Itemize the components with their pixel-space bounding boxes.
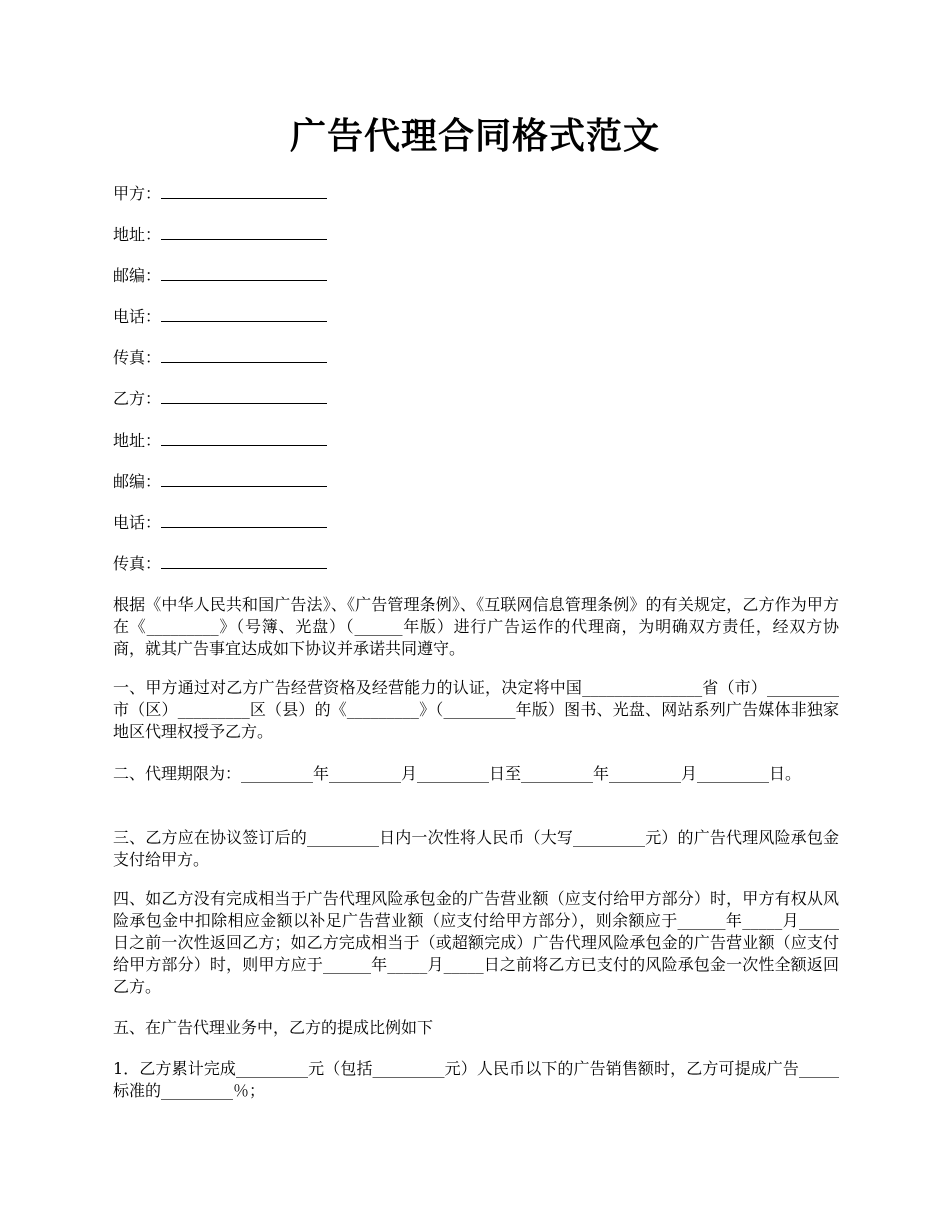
party-b-address-field	[113, 428, 327, 452]
field-label: 邮编：	[113, 266, 162, 285]
field-label: 电话：	[113, 513, 162, 532]
party-a-name-field	[113, 181, 327, 205]
clause-5-item-1-paragraph: 1．乙方累计完成_________元（包括_________元）人民币以下的广告销售额时，乙方可提成广告_____标准的_________％；	[113, 1059, 839, 1100]
party-a-phone-field	[113, 304, 327, 328]
page-title: 广告代理合同格式范文	[289, 115, 660, 157]
field-label: 电话：	[113, 307, 162, 326]
party-b-phone-field	[113, 510, 327, 534]
party-b-postcode-field	[113, 469, 327, 493]
field-label: 地址：	[113, 431, 162, 450]
blank-line	[161, 551, 327, 569]
blank-line	[161, 510, 327, 528]
blank-line	[161, 345, 327, 363]
intro-paragraph: 根据《中华人民共和国广告法》、《广告管理条例》、《互联网信息管理条例》的有关规定，乙方作为甲方在《_________》（号簿、光盘）（______年版）进行广告运作的代理商，为明确双方责任，经双方协商，就其广告事宜达成如下协议并承诺共同遵守。	[113, 595, 839, 658]
party-b-fax-field	[113, 551, 327, 575]
blank-line	[161, 222, 327, 240]
field-label: 乙方：	[113, 389, 162, 408]
party-a-fax-field	[113, 345, 327, 369]
clause-1-paragraph: 一、甲方通过对乙方广告经营资格及经营能力的认证，决定将中国_______________省（市）_________市（区）_________区（县）的《_________》（_________年版）图书、光盘、网站系列广告媒体非独家地区代理权授予乙方。	[113, 678, 839, 741]
field-label: 传真：	[113, 554, 162, 573]
party-a-address-field	[113, 222, 327, 246]
blank-line	[161, 469, 327, 487]
clause-5-paragraph: 五、在广告代理业务中，乙方的提成比例如下	[113, 1018, 434, 1037]
field-label: 传真：	[113, 348, 162, 367]
blank-line	[161, 181, 327, 199]
blank-line	[161, 263, 327, 281]
blank-line	[161, 386, 327, 404]
field-label: 地址：	[113, 225, 162, 244]
party-a-postcode-field	[113, 263, 327, 287]
field-label: 邮编：	[113, 472, 162, 491]
blank-line	[161, 428, 327, 446]
field-label: 甲方：	[113, 184, 162, 203]
party-b-name-field	[113, 386, 327, 410]
clause-3-paragraph: 三、乙方应在协议签订后的_________日内一次性将人民币（大写_________元）的广告代理风险承包金支付给甲方。	[113, 828, 839, 869]
clause-2-paragraph: 二、代理期限为：_________年_________月_________日至_________年_________月_________日。	[113, 764, 802, 783]
clause-4-paragraph: 四、如乙方没有完成相当于广告代理风险承包金的广告营业额（应支付给甲方部分）时，甲方有权从风险承包金中扣除相应金额以补足广告营业额（应支付给甲方部分），则余额应于______年_____月_____日之前一次性返回乙方；如乙方完成相当于（或超额完成）广告代理风险承包金的广告营业额（应支付给甲方部分）时，则甲方应于______年_____月_____日之前将乙方已支付的风险承包金一次性全额返回乙方。	[113, 889, 839, 996]
blank-line	[161, 304, 327, 322]
